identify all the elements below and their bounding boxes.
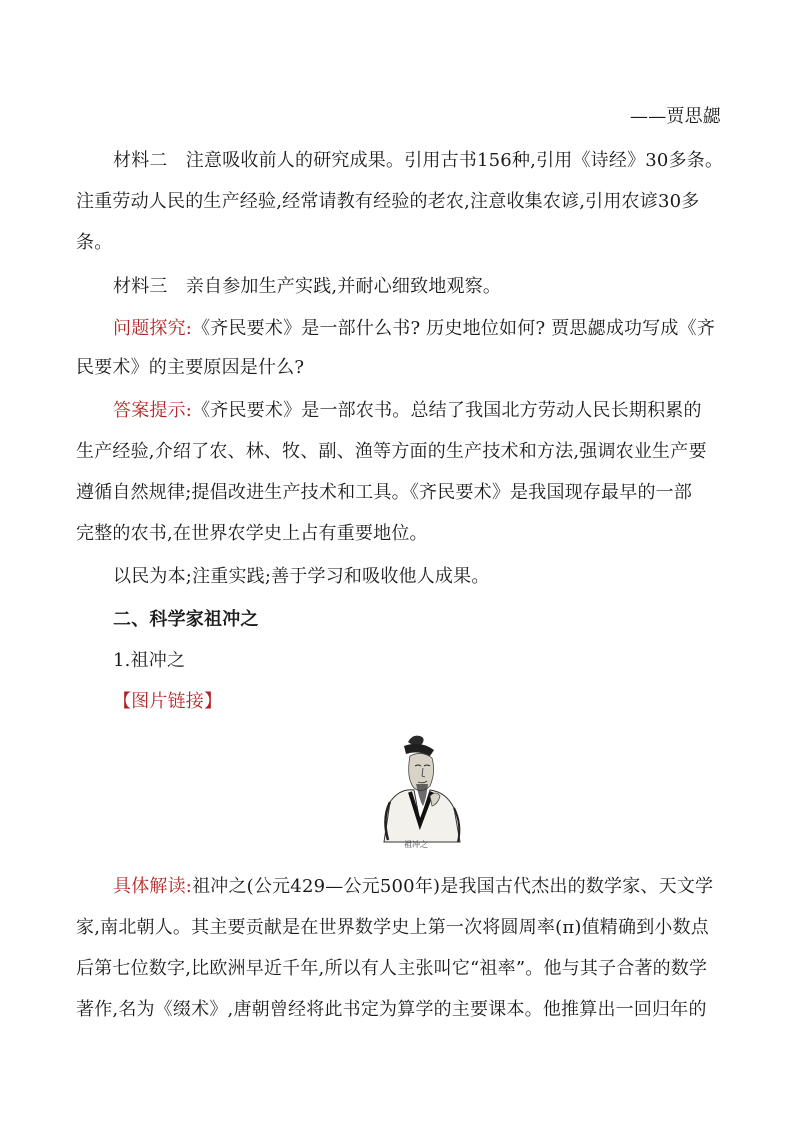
interpretation-label: 具体解读: [113, 876, 193, 897]
interpretation-line-2: 家,南北朝人。其主要贡献是在世界数学史上第一次将圆周率(π)值精确到小数点 [76, 917, 709, 938]
question-line-2: 民要术》的主要原因是什么? [76, 357, 305, 378]
material-2-line-1: 材料二 注意吸收前人的研究成果。引用古书156种,引用《诗经》30多条。 [113, 150, 724, 171]
portrait-caption: 祖冲之 [404, 840, 428, 849]
answer-line-4: 完整的农书,在世界农学史上占有重要地位。 [76, 523, 428, 544]
section-heading: 二、科学家祖冲之 [113, 609, 259, 630]
answer-text: 《齐民要术》是一部农书。总结了我国北方劳动人民长期积累的 [192, 400, 702, 421]
material-2-line-2: 注重劳动人民的生产经验,经常请教有经验的老农,注意收集农谚,引用农谚30多 [76, 191, 700, 212]
question-line-1 [113, 318, 722, 340]
answer-line-1 [113, 400, 722, 422]
material-2-line-3: 条。 [76, 232, 113, 253]
answer-label: 答案提示: [113, 400, 193, 421]
image-link-label: 【图片链接】 [113, 691, 223, 712]
interpretation-line-4: 著作,名为《缀术》,唐朝曾经将此书定为算学的主要课本。他推算出一回归年的 [76, 999, 707, 1020]
answer-line-3: 遵循自然规律;提倡改进生产技术和工具。《齐民要术》是我国现存最早的一部 [76, 482, 693, 503]
subsection-title: 1.祖冲之 [113, 650, 186, 671]
answer-line-2: 生产经验,介绍了农、林、牧、副、渔等方面的生产技术和方法,强调农业生产要 [76, 441, 707, 462]
interpretation-line-1 [113, 876, 722, 898]
material-3: 材料三 亲自参加生产实践,并耐心细致地观察。 [113, 276, 502, 297]
answer-line-5: 以民为本;注重实践;善于学习和吸收他人成果。 [113, 566, 490, 587]
question-label: 问题探究: [113, 318, 193, 339]
question-text: 《齐民要术》是一部什么书? 历史地位如何? 贾思勰成功写成《齐 [192, 318, 716, 339]
attribution: ——贾思勰 [630, 106, 721, 127]
interpretation-text: 祖冲之(公元429—公元500年)是我国古代杰出的数学家、天文学 [192, 876, 714, 897]
interpretation-line-3: 后第七位数字,比欧洲早近千年,所以有人主张叫它“祖率”。他与其子合著的数学 [76, 958, 708, 979]
zu-chongzhi-portrait [370, 732, 470, 854]
